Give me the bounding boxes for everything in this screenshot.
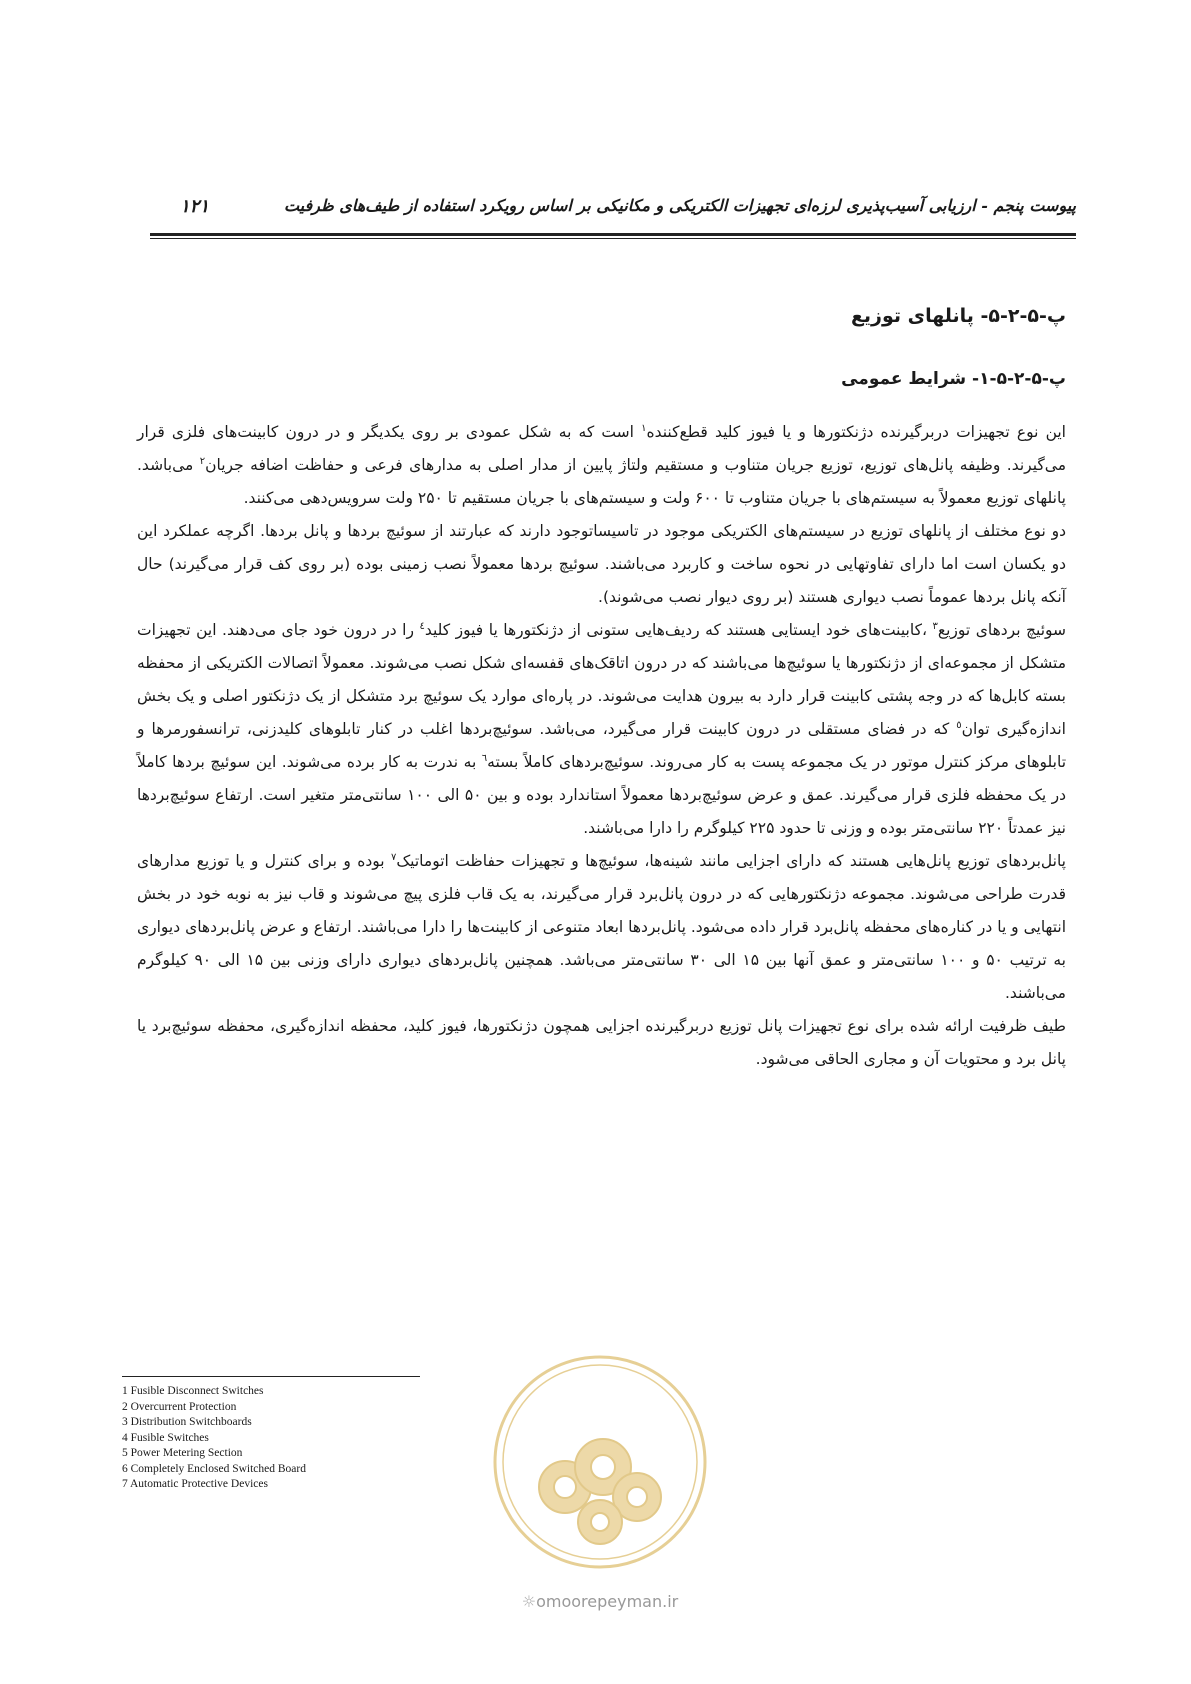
text-run: دو نوع مختلف از پانلهای توزیع در سیستم‌های الکتریکی موجود در تاسیساتوجود دارند که عبارتند از سوئیچ بردها و پانل بردها. اگرچه عملکرد این دو یکسان است اما دارای تفاوتهایی در نحوه ساخت و کاربرد می‌باشند. سوئیچ بردها معمولاً نصب زمینی بوده (بر روی کف قرار می‌گیرند) حال آنکه پانل بردها عموماً نصب دیواری هستند (بر روی دیوار نصب می‌شوند). [137, 522, 1066, 606]
paragraph [137, 515, 1066, 614]
text-run: ،کابینت‌های خود ایستایی هستند که ردیف‌هایی ستونی از دژنکتورها یا فیوز کلید [424, 621, 933, 639]
footnote-ref: ۲ [199, 455, 206, 467]
text-run: می‌باشد. پانلهای توزیع معمولاً به سیستم‌های با جریان متناوب تا ۶۰۰ ولت و سیستم‌های با جریان مستقیم تا ۲۵۰ ولت سرویس‌دهی می‌کنند. [137, 456, 1066, 507]
subsection-heading: پ-۵-۲-۵-۱- شرایط عمومی [841, 369, 1066, 389]
footnote-ref: ۳ [932, 620, 938, 632]
text-run: بوده و برای کنترل و یا توزیع مدارهای قدرت طراحی می‌شوند. مجموعه دژنکتورهایی که در درون پانل‌برد قرار می‌گیرند، به یک قاب فلزی پیچ می‌شوند و قاب نیز به نوبه خود در بخش انتهایی و یا در کناره‌های محفظه پانل‌برد قرار داده می‌شود. پانل‌بردها ابعاد متنوعی از کابینت‌ها را دارا می‌باشند. ارتفاع و عرض پانل‌بردهای دیواری به ترتیب ۵۰ و ۱۰۰ سانتی‌متر و عمق آنها بین ۱۵ الی ۳۰ سانتی‌متر می‌باشد. همچنین پانل‌بردهای دیواری دارای وزنی بین ۱۵ الی ۹۰ کیلوگرم می‌باشند. [137, 852, 1066, 1002]
footnote-ref: ۷ [390, 851, 397, 863]
paragraph [137, 845, 1066, 1010]
footnote: 6 Completely Enclosed Switched Board [122, 1462, 306, 1475]
globe-icon: ☼ [521, 1592, 537, 1611]
site-url: omoorepeyman.ir [536, 1592, 679, 1611]
footnote-ref: ٦ [481, 752, 488, 764]
watermark-site [500, 1592, 700, 1611]
footnote: 1 Fusible Disconnect Switches [122, 1385, 264, 1397]
text-run: پانل‌بردهای توزیع پانل‌هایی هستند که دارای اجزایی مانند شینه‌ها، سوئیچ‌ها و تجهیزات حفاظت اتوماتیک [396, 852, 1066, 870]
footnote: 7 Automatic Protective Devices [122, 1478, 268, 1490]
footnote: 3 Distribution Switchboards [122, 1416, 252, 1428]
body-text [137, 416, 1066, 1076]
watermark-seal-logo [485, 1347, 715, 1577]
text-run: به ندرت به کار برده می‌شوند. این سوئیچ بردها کاملاً در یک محفظه فلزی قرار می‌گیرند. عمق و عرض سوئیچ‌بردها معمولاً استاندارد بوده و بین ۵۰ الی ۱۰۰ سانتی‌متر متغیر است. ارتفاع سوئیچ‌بردها نیز عمدتاً ۲۲۰ سانتی‌متر بوده و وزنی تا حدود ۲۲۵ کیلوگرم را دارا می‌باشند. [137, 753, 1066, 837]
footnote-separator [122, 1376, 420, 1377]
text-run: سوئیچ بردهای توزیع [937, 621, 1067, 639]
text-run: این نوع تجهیزات دربرگیرنده دژنکتورها و یا فیوز کلید قطع‌کننده [646, 423, 1066, 441]
text-run: است که به شکل عمودی بر روی یکدیگر و در درون کابینت‌های فلزی قرار می‌گیرند. وظیفه پانل‌های توزیع، توزیع جریان متناوب و مستقیم ولتاژ پایین از مدار اصلی به مدارهای فرعی و حفاظت اضافه جریان [137, 423, 1066, 474]
section-heading: پ-۵-۲-۵- پانلهای توزیع [850, 305, 1066, 327]
page-number: ۱۲۱ [180, 196, 210, 217]
header-rule-thick [150, 233, 1076, 236]
text-run: را در درون خود جای می‌دهند. این تجهیزات متشکل از مجموعه‌ای از دژنکتورها یا سوئیچ‌ها می‌باشند که در درون اتاقک‌های قفسه‌ای شکل نصب می‌شوند. معمولاً اتصالات الکتریکی از محفظه بسته کابل‌ها که در وجه پشتی کابینت قرار دارد به بیرون هدایت می‌شوند. در پاره‌ای موارد یک سوئیچ برد متشکل از یک دژنکتور اصلی و یک بخش اندازه‌گیری توان [137, 621, 1066, 738]
footnote-ref: ٤ [419, 620, 425, 632]
footnote-ref: ٥ [956, 719, 962, 731]
paragraph [137, 416, 1066, 515]
page-header [150, 196, 1076, 226]
footnotes [122, 1384, 306, 1493]
footnote: 5 Power Metering Section [122, 1447, 243, 1459]
footnote: 2 Overcurrent Protection [122, 1400, 237, 1413]
footnote-ref: ۱ [641, 422, 647, 434]
header-rule-thin [150, 238, 1076, 239]
header-title: پیوست پنجم - ارزیابی آسیب‌پذیری لرزه‌ای تجهیزات الکتریکی و مکانیکی بر اساس رویکرد استفاده از طیف‌های ظرفیت [283, 196, 1076, 215]
footnote: 4 Fusible Switches [122, 1431, 209, 1444]
text-run: طیف ظرفیت ارائه شده برای نوع تجهیزات پانل توزیع دربرگیرنده اجزایی همچون دژنکتورها، فیوز کلید، محفظه اندازه‌گیری، محفظه سوئیچ‌برد یا پانل برد و محتویات آن و مجاری الحاقی می‌شود. [137, 1017, 1066, 1068]
paragraph [137, 614, 1066, 845]
text-run: که در فضای مستقلی در درون کابینت قرار می‌گیرد، می‌باشد. سوئیچ‌بردها اغلب در کنار تابلوهای کلیدزنی، ترانسفورمرها و تابلوهای مرکز کنترل موتور در یک مجموعه پست به کار می‌روند. سوئیچ‌بردهای کاملاً بسته [137, 720, 1067, 771]
paragraph [137, 1010, 1066, 1076]
